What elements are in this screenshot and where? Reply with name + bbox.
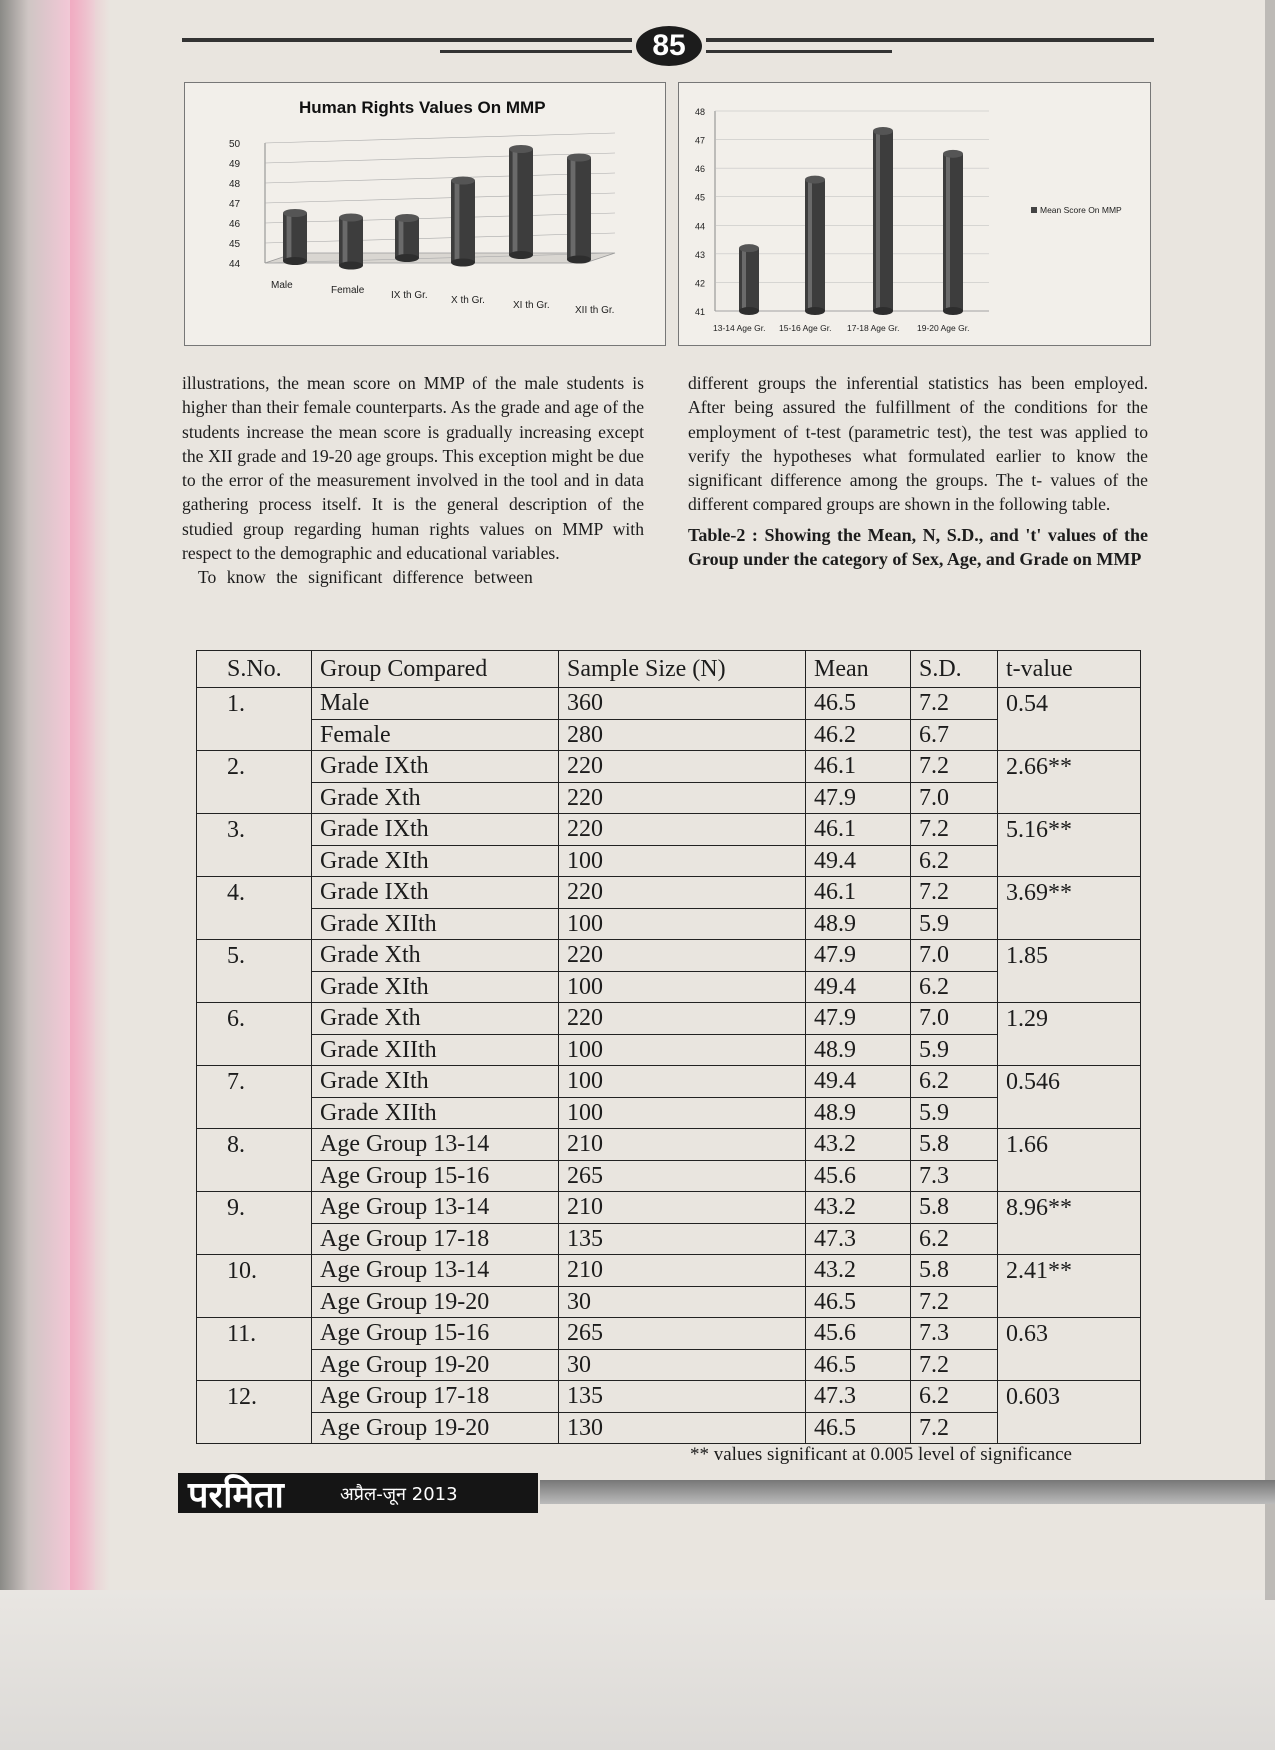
cell-tvalue: [998, 1034, 1141, 1066]
chart-2-bar-shade: [876, 131, 880, 311]
chart-2-bar: [739, 244, 759, 315]
cell-group: Grade XIth: [312, 845, 559, 877]
cell-sd: 5.8: [911, 1255, 998, 1287]
chart-human-rights-values: [184, 82, 666, 346]
chart-1-xlabel: IX th Gr.: [391, 290, 428, 301]
table-caption: Table-2 : Showing the Mean, N, S.D., and 't' values of the Group under the category of Sex, Age, and Grade on MMP: [688, 524, 1148, 569]
cell-sd: 7.3: [911, 1318, 998, 1350]
cell-group: Grade IXth: [312, 751, 559, 783]
cell-group: Age Group 15-16: [312, 1318, 559, 1350]
cell-mean: 46.5: [806, 1286, 911, 1318]
chart-1-bar-shade: [399, 218, 404, 258]
cell-group: Age Group 19-20: [312, 1412, 559, 1444]
chart-1-gridline: [265, 233, 615, 243]
cell-group: Grade Xth: [312, 782, 559, 814]
cell-sample-size: 220: [559, 940, 806, 972]
chart-1-bar: [451, 177, 475, 267]
cell-sd: 7.0: [911, 940, 998, 972]
cell-sample-size: 265: [559, 1160, 806, 1192]
chart-2-bar-top: [739, 244, 759, 252]
cell-group: Grade XIth: [312, 971, 559, 1003]
cell-sd: 7.2: [911, 1349, 998, 1381]
cell-sd: 7.2: [911, 751, 998, 783]
cell-group: Age Group 13-14: [312, 1192, 559, 1224]
cell-sample-size: 100: [559, 1034, 806, 1066]
chart-2-bar-base: [943, 307, 963, 315]
cell-sno: [197, 1412, 312, 1444]
table-row: [197, 1066, 1141, 1098]
table-row: [197, 1034, 1141, 1066]
chart-mean-score-age: [678, 82, 1151, 346]
cell-mean: 47.9: [806, 1003, 911, 1035]
header-sno: S.No.: [197, 651, 312, 688]
chart-2-bar: [943, 150, 963, 315]
cell-sample-size: 265: [559, 1318, 806, 1350]
table-row: [197, 1318, 1141, 1350]
cell-tvalue: 2.66**: [998, 751, 1141, 783]
chart-2-legend-swatch: [1031, 207, 1037, 213]
cell-mean: 46.1: [806, 751, 911, 783]
cell-mean: 43.2: [806, 1192, 911, 1224]
table-row: [197, 1129, 1141, 1161]
cell-sno: 12.: [197, 1381, 312, 1413]
table-header-row: [197, 651, 1141, 688]
chart-1-bar-body: [509, 149, 533, 255]
table-row: [197, 814, 1141, 846]
chart-2-xlabel: 19-20 Age Gr.: [917, 323, 970, 333]
cell-sno: [197, 782, 312, 814]
cell-mean: 46.1: [806, 877, 911, 909]
cell-tvalue: [998, 971, 1141, 1003]
table-row: [197, 908, 1141, 940]
cell-mean: 46.5: [806, 1349, 911, 1381]
cell-group: Grade IXth: [312, 877, 559, 909]
cell-tvalue: [998, 719, 1141, 751]
cell-sd: 7.3: [911, 1160, 998, 1192]
cell-sample-size: 100: [559, 845, 806, 877]
cell-sno: 4.: [197, 877, 312, 909]
chart-2-ytick: 43: [695, 249, 706, 260]
cell-sno: [197, 1286, 312, 1318]
cell-mean: 46.2: [806, 719, 911, 751]
cell-group: Age Group 19-20: [312, 1349, 559, 1381]
page-bottom-margin: [0, 1590, 1275, 1750]
chart-2-bar-base: [873, 307, 893, 315]
table-row: [197, 1003, 1141, 1035]
chart-1-xlabel: XII th Gr.: [575, 305, 615, 316]
chart-1-ytick: 45: [229, 239, 241, 250]
chart-1-ytick: 44: [229, 259, 241, 270]
chart-1-bar-base: [567, 256, 591, 264]
chart-1-ytick: 49: [229, 159, 241, 170]
chart-2-ytick: 45: [695, 192, 706, 203]
cell-sd: 7.2: [911, 877, 998, 909]
page-number: 85: [636, 26, 702, 66]
chart-1-bar-top: [509, 145, 533, 153]
chart-2-ytick: 46: [695, 164, 706, 175]
cell-mean: 46.5: [806, 1412, 911, 1444]
cell-sno: [197, 1097, 312, 1129]
cell-sample-size: 280: [559, 719, 806, 751]
journal-logo: परमिता: [188, 1475, 284, 1516]
cell-tvalue: 0.603: [998, 1381, 1141, 1413]
cell-tvalue: [998, 1223, 1141, 1255]
cell-sample-size: 210: [559, 1192, 806, 1224]
cell-sd: 7.0: [911, 782, 998, 814]
chart-1-gridline: [265, 213, 615, 223]
cell-tvalue: 3.69**: [998, 877, 1141, 909]
cell-mean: 49.4: [806, 1066, 911, 1098]
left-column-paragraph: illustrations, the mean score on MMP of the male students is higher than their female counterparts. As the grade and age of the students increase the mean score is gradually increasing except the XII grade and 19-20 age groups. This exception might be due to the error of the measurement involved in the tool and in data gathering process itself. It is the general description of the studied group regarding human rights values on MMP with respect to the demographic and educational variables.: [182, 373, 644, 564]
cell-tvalue: 5.16**: [998, 814, 1141, 846]
cell-sd: 6.2: [911, 1223, 998, 1255]
cell-sample-size: 100: [559, 908, 806, 940]
table-row: [197, 1223, 1141, 1255]
chart-1-ytick: 48: [229, 179, 241, 190]
cell-sample-size: 100: [559, 971, 806, 1003]
cell-tvalue: [998, 782, 1141, 814]
cell-tvalue: 0.63: [998, 1318, 1141, 1350]
chart-1-bar-shade: [287, 213, 292, 261]
cell-tvalue: [998, 845, 1141, 877]
chart-1-gridline: [265, 173, 615, 183]
chart-1-gridline: [265, 153, 615, 163]
chart-1-bar-base: [451, 259, 475, 267]
table-row: [197, 1255, 1141, 1287]
header-rule-left-lower: [440, 50, 632, 53]
chart-2-bar-top: [805, 176, 825, 184]
chart-1-bar: [339, 214, 363, 270]
cell-sd: 6.2: [911, 1066, 998, 1098]
table-row: [197, 877, 1141, 909]
cell-group: Age Group 17-18: [312, 1381, 559, 1413]
cell-sd: 6.7: [911, 719, 998, 751]
chart-1-bar-shade: [571, 158, 576, 260]
cell-sample-size: 210: [559, 1129, 806, 1161]
chart-1-xlabel: Female: [331, 285, 365, 296]
chart-2-ytick: 41: [695, 307, 706, 317]
cell-tvalue: [998, 1160, 1141, 1192]
right-column-paragraph: different groups the inferential statistics has been employed. After being assured the fulfillment of the conditions for the employment of t-test (parametric test), the test was applied to verify the hypotheses what formulated earlier to know the significant difference among the groups. The t- values of the different compared groups are shown in the following table.: [688, 373, 1148, 515]
cell-mean: 47.3: [806, 1223, 911, 1255]
cell-group: Female: [312, 719, 559, 751]
cell-sd: 7.2: [911, 1412, 998, 1444]
cell-group: Age Group 17-18: [312, 1223, 559, 1255]
cell-sd: 7.2: [911, 814, 998, 846]
table-row: [197, 1349, 1141, 1381]
cell-group: Grade Xth: [312, 940, 559, 972]
chart-2-svg: [679, 83, 1150, 345]
chart-1-bar: [283, 209, 307, 265]
chart-2-ytick: 48: [695, 107, 706, 117]
cell-sample-size: 135: [559, 1381, 806, 1413]
cell-tvalue: 0.546: [998, 1066, 1141, 1098]
chart-1-bar-shade: [513, 149, 518, 255]
cell-group: Grade XIth: [312, 1066, 559, 1098]
chart-2-bar-top: [943, 150, 963, 158]
cell-sample-size: 130: [559, 1412, 806, 1444]
chart-1-svg: [185, 83, 665, 345]
chart-1-bar-top: [339, 214, 363, 222]
cell-sd: 5.8: [911, 1129, 998, 1161]
issue-date: अप्रैल-जून 2013: [340, 1484, 458, 1505]
cell-mean: 43.2: [806, 1255, 911, 1287]
chart-2-bar-base: [805, 307, 825, 315]
cell-mean: 43.2: [806, 1129, 911, 1161]
cell-sno: [197, 845, 312, 877]
cell-group: Grade Xth: [312, 1003, 559, 1035]
footer-rule: [540, 1480, 1275, 1504]
cell-sno: [197, 719, 312, 751]
cell-sd: 6.2: [911, 845, 998, 877]
chart-2-ytick: 44: [695, 221, 706, 232]
cell-sno: 8.: [197, 1129, 312, 1161]
chart-1-bar-top: [451, 177, 475, 185]
table-row: [197, 1097, 1141, 1129]
cell-sno: 6.: [197, 1003, 312, 1035]
cell-tvalue: 1.85: [998, 940, 1141, 972]
left-column: [182, 371, 644, 590]
cell-sno: [197, 1349, 312, 1381]
cell-sample-size: 30: [559, 1286, 806, 1318]
cell-sno: 9.: [197, 1192, 312, 1224]
table-row: [197, 719, 1141, 751]
cell-group: Age Group 13-14: [312, 1129, 559, 1161]
cell-sd: 6.2: [911, 1381, 998, 1413]
cell-mean: 49.4: [806, 971, 911, 1003]
chart-2-bar-shade: [946, 154, 950, 311]
cell-sample-size: 210: [559, 1255, 806, 1287]
chart-2-bar: [805, 176, 825, 315]
cell-tvalue: 1.29: [998, 1003, 1141, 1035]
cell-mean: 46.5: [806, 688, 911, 720]
cell-sno: 3.: [197, 814, 312, 846]
chart-1-bar-top: [283, 209, 307, 217]
chart-1-bar-shade: [343, 218, 348, 266]
chart-2-bar-base: [739, 307, 759, 315]
cell-tvalue: [998, 1286, 1141, 1318]
cell-tvalue: [998, 1097, 1141, 1129]
cell-sno: [197, 971, 312, 1003]
cell-sd: 7.2: [911, 688, 998, 720]
table-row: [197, 688, 1141, 720]
chart-1-bar: [509, 145, 533, 259]
cell-group: Age Group 15-16: [312, 1160, 559, 1192]
header-rule-left: [182, 38, 632, 42]
table-row: [197, 751, 1141, 783]
cell-tvalue: 1.66: [998, 1129, 1141, 1161]
header-group: Group Compared: [312, 651, 559, 688]
cell-group: Grade XIIth: [312, 1097, 559, 1129]
chart-2-bar-shade: [742, 248, 746, 311]
cell-mean: 47.3: [806, 1381, 911, 1413]
footnote: ** values significant at 0.005 level of significance: [690, 1444, 1072, 1465]
cell-mean: 48.9: [806, 1097, 911, 1129]
table-row: [197, 782, 1141, 814]
cell-group: Grade XIIth: [312, 908, 559, 940]
cell-sno: 10.: [197, 1255, 312, 1287]
cell-sno: 2.: [197, 751, 312, 783]
cell-mean: 46.1: [806, 814, 911, 846]
chart-1-bar-base: [509, 251, 533, 259]
table-row: [197, 1381, 1141, 1413]
cell-sample-size: 100: [559, 1097, 806, 1129]
cell-sample-size: 220: [559, 782, 806, 814]
chart-1-xlabel: XI th Gr.: [513, 300, 550, 311]
cell-sno: [197, 1034, 312, 1066]
cell-group: Grade XIIth: [312, 1034, 559, 1066]
cell-sample-size: 220: [559, 1003, 806, 1035]
header-mean: Mean: [806, 651, 911, 688]
cell-mean: 45.6: [806, 1318, 911, 1350]
cell-sno: [197, 1160, 312, 1192]
chart-2-xlabel: 17-18 Age Gr.: [847, 323, 900, 333]
chart-2-ytick: 47: [695, 135, 706, 146]
cell-mean: 47.9: [806, 782, 911, 814]
header-rule-right-lower: [706, 50, 892, 53]
chart-2-bar-top: [873, 127, 893, 135]
chart-1-bar-base: [395, 254, 419, 262]
cell-tvalue: 8.96**: [998, 1192, 1141, 1224]
chart-1-xlabel: Male: [271, 280, 293, 291]
cell-sno: 5.: [197, 940, 312, 972]
cell-group: Grade IXth: [312, 814, 559, 846]
table-row: [197, 845, 1141, 877]
table-row: [197, 1412, 1141, 1444]
chart-1-bar-base: [339, 262, 363, 270]
cell-mean: 45.6: [806, 1160, 911, 1192]
right-page-edge: [1265, 0, 1275, 1600]
cell-sample-size: 220: [559, 751, 806, 783]
table-row: [197, 940, 1141, 972]
chart-1-ytick: 46: [229, 219, 241, 230]
cell-mean: 47.9: [806, 940, 911, 972]
chart-1-bar: [567, 154, 591, 264]
chart-2-bar: [873, 127, 893, 315]
cell-sno: [197, 1223, 312, 1255]
chart-1-ytick: 50: [229, 139, 241, 150]
cell-sno: [197, 908, 312, 940]
cell-sd: 7.2: [911, 1286, 998, 1318]
cell-sample-size: 100: [559, 1066, 806, 1098]
cell-mean: 49.4: [806, 845, 911, 877]
header-tvalue: t-value: [998, 651, 1141, 688]
cell-sample-size: 220: [559, 877, 806, 909]
right-column: [688, 371, 1148, 571]
cell-sd: 5.9: [911, 1034, 998, 1066]
cell-group: Age Group 13-14: [312, 1255, 559, 1287]
chart-1-gridline: [265, 193, 615, 203]
table-row: [197, 1160, 1141, 1192]
cell-sample-size: 135: [559, 1223, 806, 1255]
cell-mean: 48.9: [806, 1034, 911, 1066]
chart-1-bar-shade: [455, 181, 460, 263]
chart-1-title: Human Rights Values On MMP: [299, 98, 546, 117]
page-edge-tint: [70, 0, 110, 1600]
cell-mean: 48.9: [806, 908, 911, 940]
cell-sample-size: 220: [559, 814, 806, 846]
cell-sd: 5.8: [911, 1192, 998, 1224]
cell-sd: 5.9: [911, 908, 998, 940]
chart-1-bar: [395, 214, 419, 262]
chart-1-bar-top: [567, 154, 591, 162]
cell-tvalue: [998, 1412, 1141, 1444]
chart-1-bar-base: [283, 257, 307, 265]
chart-2-legend: Mean Score On MMP: [1040, 205, 1122, 215]
left-column-paragraph-2: To know the significant difference between: [198, 567, 533, 588]
header-sd: S.D.: [911, 651, 998, 688]
chart-1-bar-body: [567, 158, 591, 260]
footer-bar: [178, 1473, 538, 1516]
chart-1-xlabel: X th Gr.: [451, 295, 485, 306]
cell-tvalue: 0.54: [998, 688, 1141, 720]
chart-2-bar-shade: [808, 180, 812, 311]
cell-sample-size: 30: [559, 1349, 806, 1381]
cell-tvalue: [998, 1349, 1141, 1381]
cell-tvalue: 2.41**: [998, 1255, 1141, 1287]
cell-tvalue: [998, 908, 1141, 940]
cell-sd: 6.2: [911, 971, 998, 1003]
header-rule-right: [706, 38, 1154, 42]
cell-group: Male: [312, 688, 559, 720]
cell-sample-size: 360: [559, 688, 806, 720]
chart-2-xlabel: 13-14 Age Gr.: [713, 323, 766, 333]
cell-sd: 7.0: [911, 1003, 998, 1035]
table-row: [197, 1192, 1141, 1224]
chart-1-gridline: [265, 133, 615, 143]
cell-sno: 7.: [197, 1066, 312, 1098]
cell-group: Age Group 19-20: [312, 1286, 559, 1318]
chart-1-bar-top: [395, 214, 419, 222]
chart-2-ytick: 42: [695, 278, 706, 289]
table-body: [197, 688, 1141, 1444]
results-table: [196, 650, 1141, 1444]
cell-sd: 5.9: [911, 1097, 998, 1129]
cell-sno: 1.: [197, 688, 312, 720]
chart-1-ytick: 47: [229, 199, 241, 210]
cell-sno: 11.: [197, 1318, 312, 1350]
table-row: [197, 971, 1141, 1003]
header-sample-size: Sample Size (N): [559, 651, 806, 688]
chart-2-xlabel: 15-16 Age Gr.: [779, 323, 832, 333]
table-row: [197, 1286, 1141, 1318]
